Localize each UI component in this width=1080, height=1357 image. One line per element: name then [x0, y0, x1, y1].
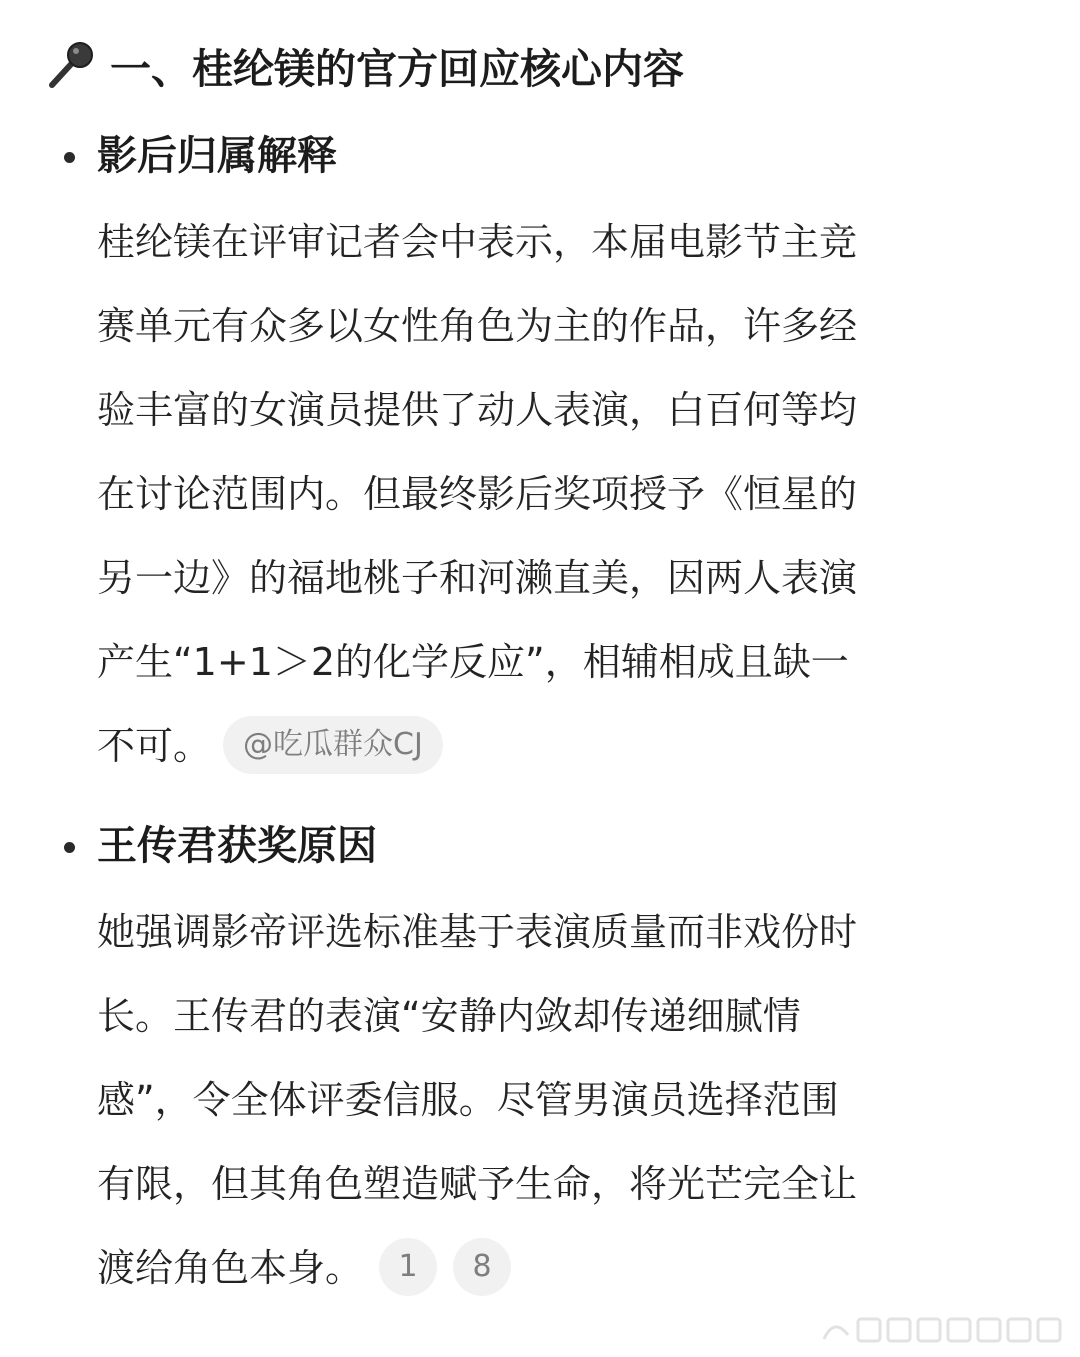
- body-line: 有限，但其角色塑造赋予生命，将光芒完全让: [97, 1162, 858, 1206]
- item-body: [97, 200, 1017, 788]
- microphone-icon: [44, 39, 96, 91]
- body-line: 她强调影帝评选标准基于表演质量而非戏份时: [97, 910, 858, 954]
- item-body: [97, 890, 1017, 1310]
- body-line: 另一边》的福地桃子和河濑直美，因两人表演: [97, 556, 858, 600]
- body-line: 验丰富的女演员提供了动人表演，白百何等均: [97, 388, 858, 432]
- item-title: 影后归属解释: [97, 133, 337, 179]
- body-line-text: 渡给角色本身。: [97, 1246, 364, 1290]
- bullet-dot: [64, 152, 75, 163]
- reference-badge-8[interactable]: 8: [453, 1238, 511, 1296]
- body-line: 产生“1+1＞2的化学反应”，相辅相成且缺一: [97, 640, 849, 684]
- body-line: 赛单元有众多以女性角色为主的作品，许多经: [97, 304, 858, 348]
- bullet-dot: [64, 842, 75, 853]
- body-line: 感”，令全体评委信服。尽管男演员选择范围: [97, 1078, 839, 1122]
- reference-badge-1[interactable]: 1: [379, 1238, 437, 1296]
- body-line-last: [97, 1226, 1017, 1310]
- body-line: 桂纶镁在评审记者会中表示，本届电影节主竞: [97, 220, 858, 264]
- body-line-text: 不可。: [97, 724, 212, 768]
- watermark-logo: [818, 1309, 1066, 1349]
- body-line: 在讨论范围内。但最终影后奖项授予《恒星的: [97, 472, 858, 516]
- body-line-last: [97, 704, 1017, 788]
- section-heading-text: 一、桂纶镁的官方回应核心内容: [110, 44, 684, 93]
- item-title: 王传君获奖原因: [97, 823, 377, 869]
- source-chip[interactable]: @吃瓜群众CJ: [223, 716, 443, 774]
- body-line: 长。王传君的表演“安静内敛却传递细腻情: [97, 994, 801, 1038]
- section-heading: [44, 30, 684, 100]
